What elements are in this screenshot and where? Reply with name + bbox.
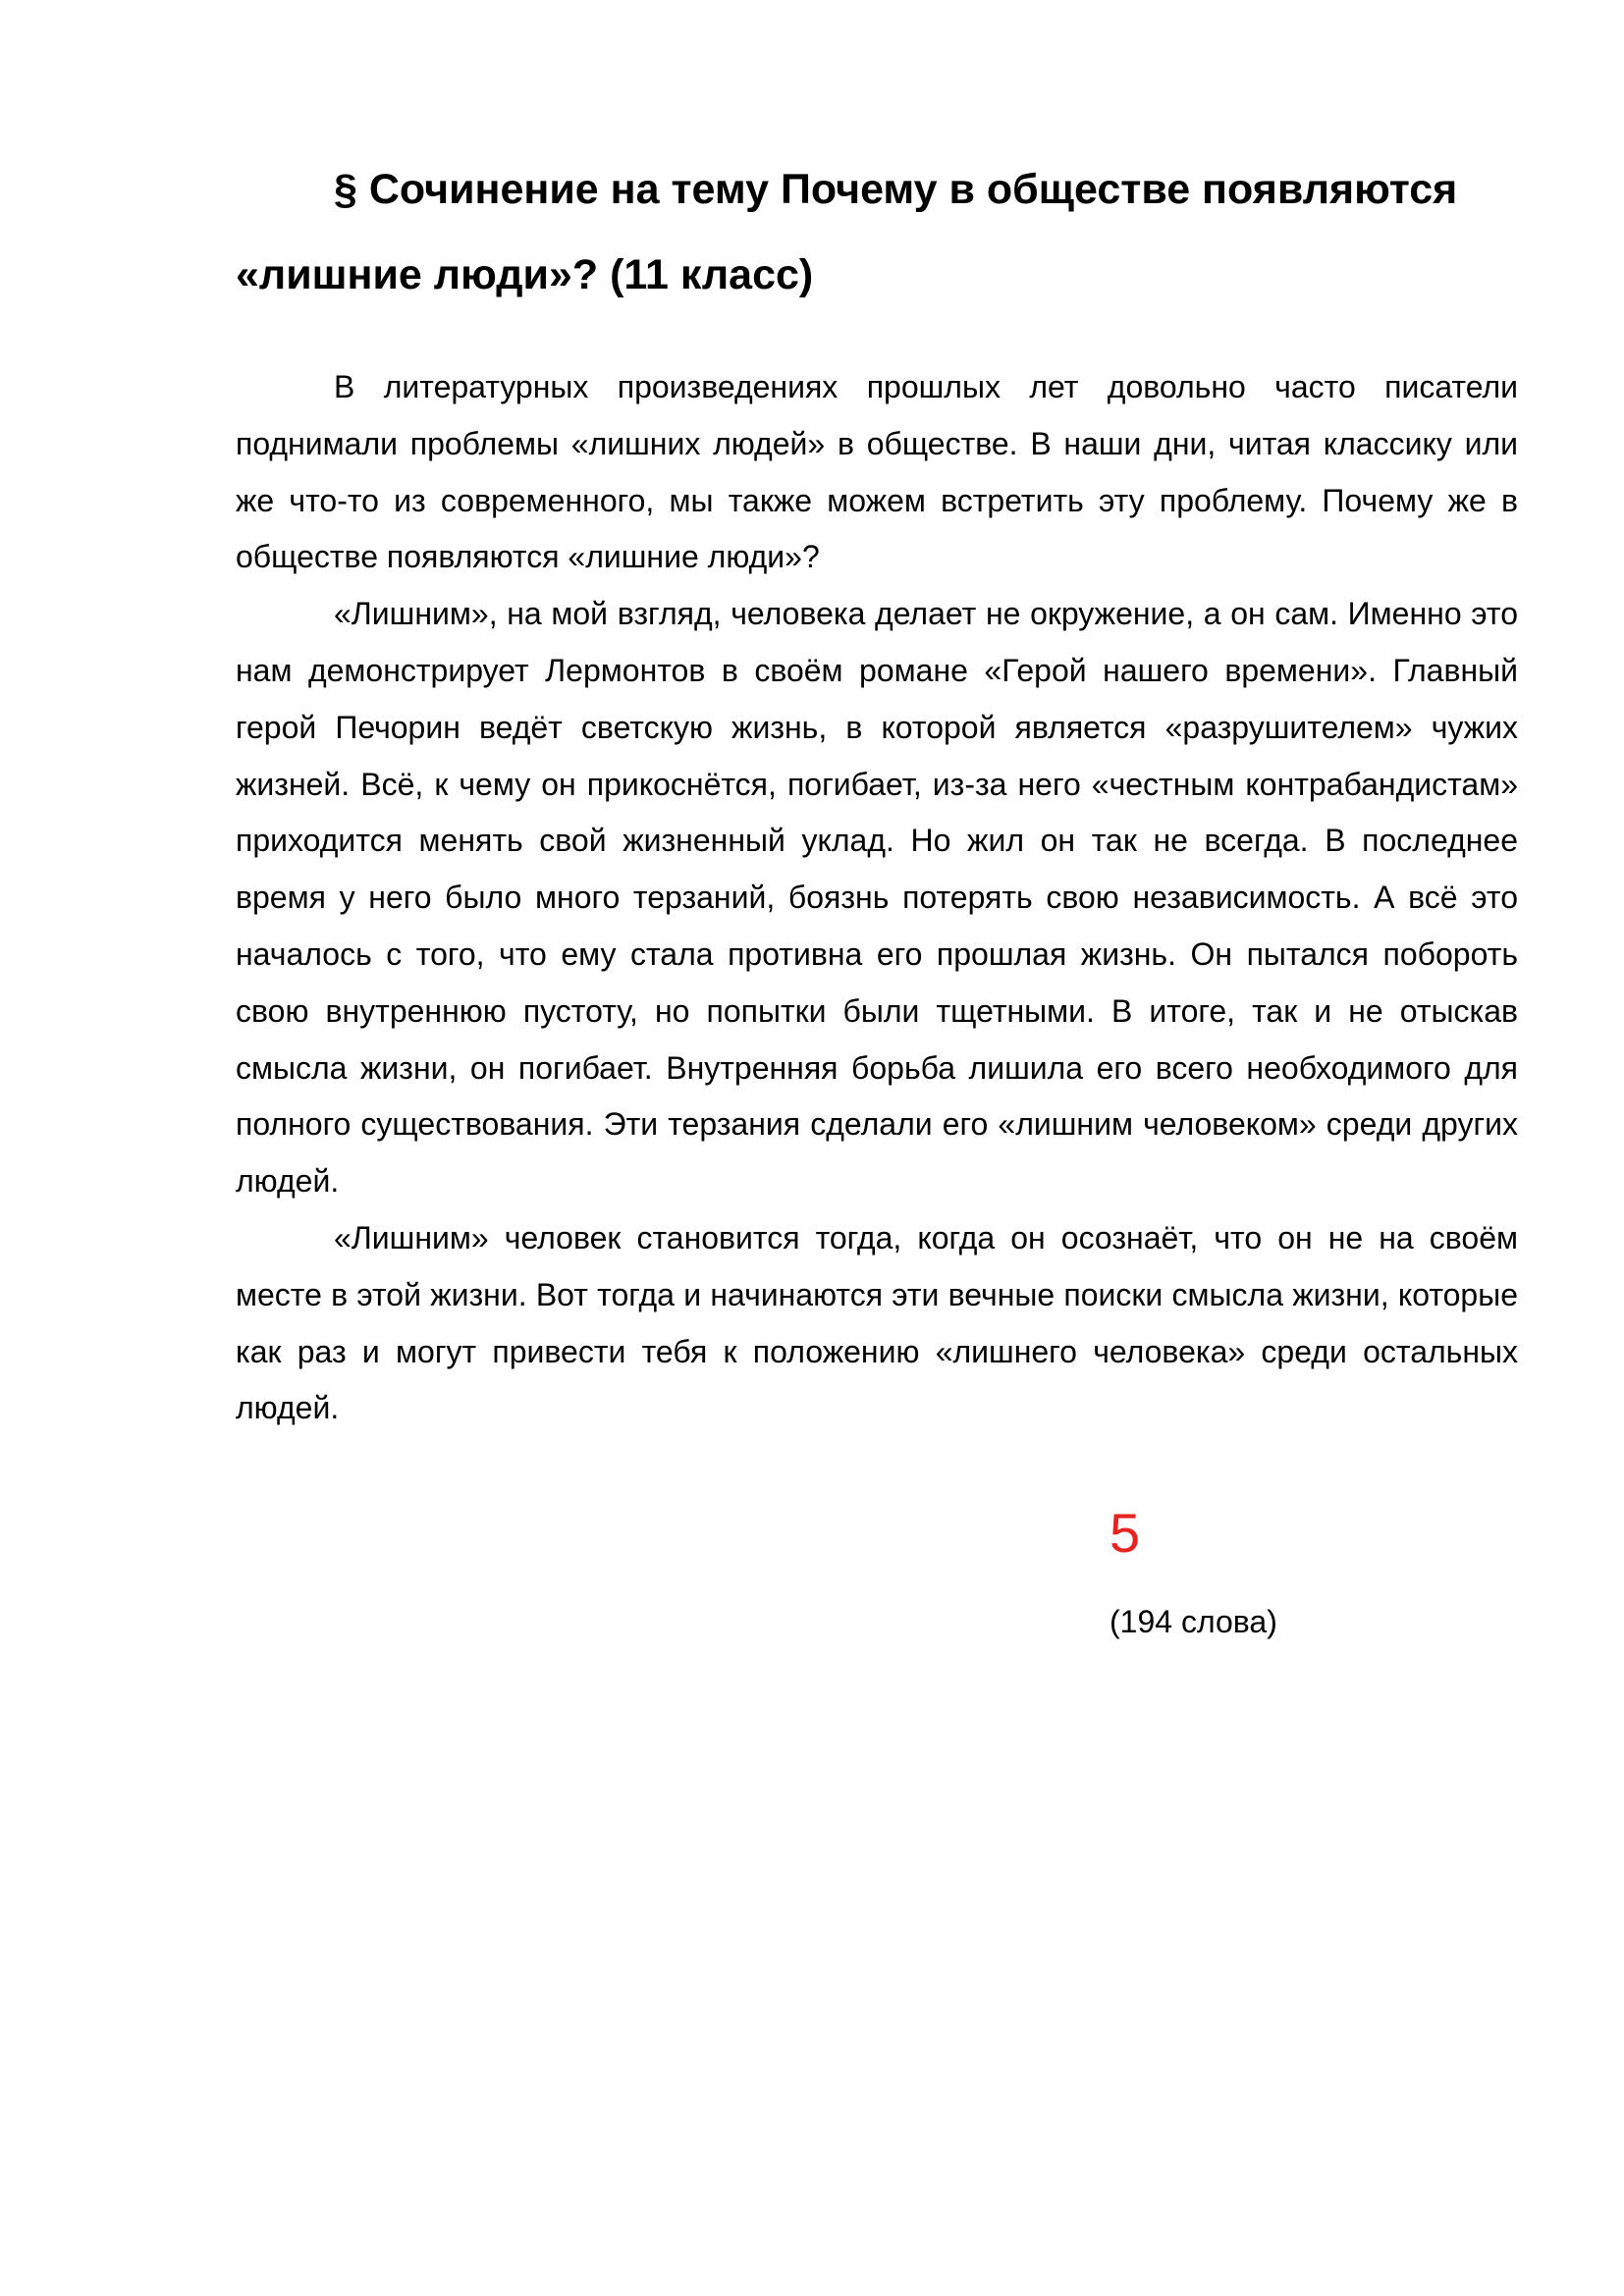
document-page [236,147,1518,1437]
essay-body [236,359,1518,1437]
essay-paragraph-1: В литературных произведениях прошлых лет довольно часто писатели поднимали проблемы «лишних людей» в обществе. В наши дни, читая классику или же что-то из современного, мы также можем встретить эту проблему. Почему же в обществе появляются «лишние люди»? [236,369,1518,575]
essay-title: § Сочинение на тему Почему в обществе появляются «лишние люди»? (11 класс) [236,166,1458,298]
word-count: (194 слова) [1110,1604,1277,1639]
essay-paragraph-3: «Лишним» человек становится тогда, когда он осознаёт, что он не на своём месте в этой жизни. Вот тогда и начинаются эти вечные поиски смысла жизни, которые как раз и могут привести тебя к положению «лишнего человека» среди остальных людей. [236,1219,1518,1426]
essay-paragraph-2: «Лишним», на мой взгляд, человека делает не окружение, а он сам. Именно это нам демонстрирует Лермонтов в своём романе «Герой нашего времени». Главный герой Печорин ведёт светскую жизнь, в которой является «разрушителем» чужих жизней. Всё, к чему он прикоснётся, погибает, из-за него «честным контрабандистам» приходится менять свой жизненный уклад. Но жил он так не всегда. В последнее время у него было много терзаний, боязнь потерять свою независимость. А всё это началось с того, что ему стала противна его прошлая жизнь. Он пытался побороть свою внутреннюю пустоту, но попытки были тщетными. В итоге, так и не отыскав смысла жизни, он погибает. Внутренняя борьба лишила его всего необходимого для полного существования. Эти терзания сделали его «лишним человеком» среди других людей. [236,596,1518,1200]
grade-mark: 5 [1110,1502,1141,1564]
